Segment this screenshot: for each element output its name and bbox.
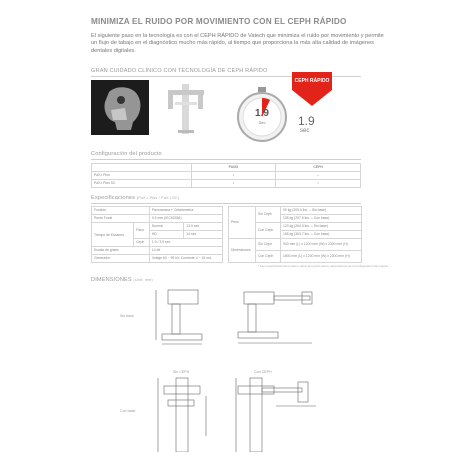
xray-ceph-image bbox=[91, 80, 149, 135]
care-heading: GRAN CUIDADO CLÍNICO CON TECNOLOGÍA DE CEPH RÁPIDO bbox=[91, 68, 268, 74]
dim-label-ceph: Con CEPH bbox=[254, 370, 272, 374]
spec-row bbox=[92, 255, 223, 263]
config-cell: • bbox=[191, 180, 276, 188]
spec-sub: Con Ceph bbox=[256, 223, 281, 239]
spec-label: Escala de grises bbox=[92, 247, 150, 255]
spec-value: Normal bbox=[149, 223, 183, 231]
spec-row bbox=[229, 239, 362, 251]
dimensions-unit: (Unit: mm) bbox=[133, 278, 153, 282]
specs-heading-sub: (PaX-i Plus / PaX-i SC) bbox=[136, 196, 180, 200]
ceph-banner-label: CEPH RÁPIDO bbox=[294, 78, 330, 84]
config-header-row bbox=[92, 164, 361, 172]
stopwatch-unit: Sec bbox=[258, 120, 266, 125]
skull-xray-icon bbox=[91, 80, 149, 135]
spec-sub: Ceph bbox=[134, 239, 150, 247]
spec-value: 940 mm (L) x 1200 mm (W) x 2300 mm (H) bbox=[281, 239, 362, 251]
dimensions-heading bbox=[91, 277, 153, 283]
spec-value: Voltaje 60 ~ 99 kV, Corriente 4 ~ 16 mA bbox=[149, 255, 222, 263]
spec-value: 120 kg (264.5 lbs. – Sin base) bbox=[281, 223, 362, 231]
config-col-header: CEPH bbox=[276, 164, 361, 172]
specs-heading bbox=[91, 195, 179, 201]
device-ceph-top-view-icon bbox=[232, 286, 322, 346]
spec-label: Función bbox=[92, 207, 150, 215]
config-divider bbox=[91, 159, 361, 160]
config-row bbox=[92, 172, 361, 180]
drawing-top-right bbox=[232, 286, 322, 346]
config-row bbox=[92, 180, 361, 188]
big-time-unit: sec bbox=[300, 128, 310, 134]
dimensions-heading-text: DIMENSIONES bbox=[91, 277, 132, 283]
spec-row bbox=[229, 207, 362, 215]
spec-row bbox=[92, 207, 223, 215]
specs-footnote: * Las especificaciones pueden variar sin previo aviso, dependiendo de la configuración del equipo. bbox=[258, 264, 389, 268]
spec-label: Generador bbox=[92, 255, 150, 263]
config-cell: • bbox=[276, 180, 361, 188]
specs-divider bbox=[91, 203, 361, 204]
dim-label-base: Sin base bbox=[120, 314, 134, 318]
spec-value: 14 sec bbox=[184, 231, 223, 239]
device-ceph-side-view-icon bbox=[232, 376, 322, 452]
specs-right-table bbox=[228, 206, 362, 263]
page-title: MINIMIZA EL RUIDO POR MOVIMIENTO CON EL CEPH RÁPIDO bbox=[91, 17, 347, 26]
spec-value: 1800 mm (L) x 1200 mm (W) x 2300 mm (H) bbox=[281, 251, 362, 263]
spec-value: 14 bit bbox=[149, 247, 222, 255]
device-photo bbox=[160, 80, 212, 135]
ceph-banner bbox=[292, 72, 332, 106]
stopwatch bbox=[234, 86, 290, 142]
config-cell: – bbox=[276, 172, 361, 180]
dim-label-base2: Con base bbox=[120, 409, 136, 413]
spec-row bbox=[92, 215, 223, 223]
spec-sub: Con Ceph bbox=[256, 251, 281, 263]
spec-value: 165 kg (363.7 lbs. – Con base) bbox=[281, 231, 362, 239]
config-cell: PaX-i Plus SC bbox=[92, 180, 192, 188]
spec-value: 135 kg (297.6 lbs. – Con base) bbox=[281, 215, 362, 223]
spec-value: 0.5 mm (IEC60336) bbox=[149, 215, 222, 223]
spec-value: Panorámica + Cefalometría bbox=[149, 207, 222, 215]
device-front-view-icon bbox=[150, 376, 220, 452]
config-table bbox=[91, 163, 361, 188]
spec-value: HD bbox=[149, 231, 183, 239]
big-time-value: 1.9 bbox=[298, 114, 315, 128]
spec-row bbox=[92, 247, 223, 255]
specs-left-table bbox=[91, 206, 223, 263]
spec-value: 13.5 sec bbox=[184, 223, 223, 231]
spec-value: 90 kg (209.6 lbs. – Sin base) bbox=[281, 207, 362, 215]
spec-sub: Sin Ceph bbox=[256, 239, 281, 251]
config-heading: Configuración del producto bbox=[91, 151, 162, 157]
config-cell: PaX-i Plus bbox=[92, 172, 192, 180]
spec-sub: Pano bbox=[134, 223, 150, 239]
xray-machine-icon bbox=[160, 80, 212, 135]
spec-label: Dimensiones bbox=[229, 239, 256, 263]
device-top-view-icon bbox=[150, 286, 220, 346]
spec-label: Tiempo de Escaneo bbox=[92, 223, 134, 247]
spec-label: Peso bbox=[229, 207, 256, 239]
spec-value: 1.9 / 3.9 sec bbox=[149, 239, 222, 247]
drawing-top-left bbox=[150, 286, 220, 346]
config-cell: • bbox=[191, 172, 276, 180]
intro-paragraph: El siguiente paso en la tecnología es con el CEPH RÁPIDO de Vatech que minimiza el ruido por movimiento y permite un flujo de tabajo en el diagnóstico mucho más rápido, al tiempo que proporciona la más alta calidad de imágenes dentales digitales. bbox=[91, 33, 384, 54]
config-col-header: PANO bbox=[191, 164, 276, 172]
config-col-header bbox=[92, 164, 192, 172]
spec-label: Punto Focal bbox=[92, 215, 150, 223]
specs-heading-text: Especificaciones bbox=[91, 195, 136, 201]
spec-row bbox=[92, 223, 223, 231]
stopwatch-value: 1.9 bbox=[255, 108, 269, 119]
drawing-bottom-right bbox=[232, 376, 322, 452]
drawing-bottom-left bbox=[150, 376, 220, 452]
spec-sub: Sin Ceph bbox=[256, 207, 281, 223]
dim-label-no-ceph: Sin CEPH bbox=[173, 370, 190, 374]
